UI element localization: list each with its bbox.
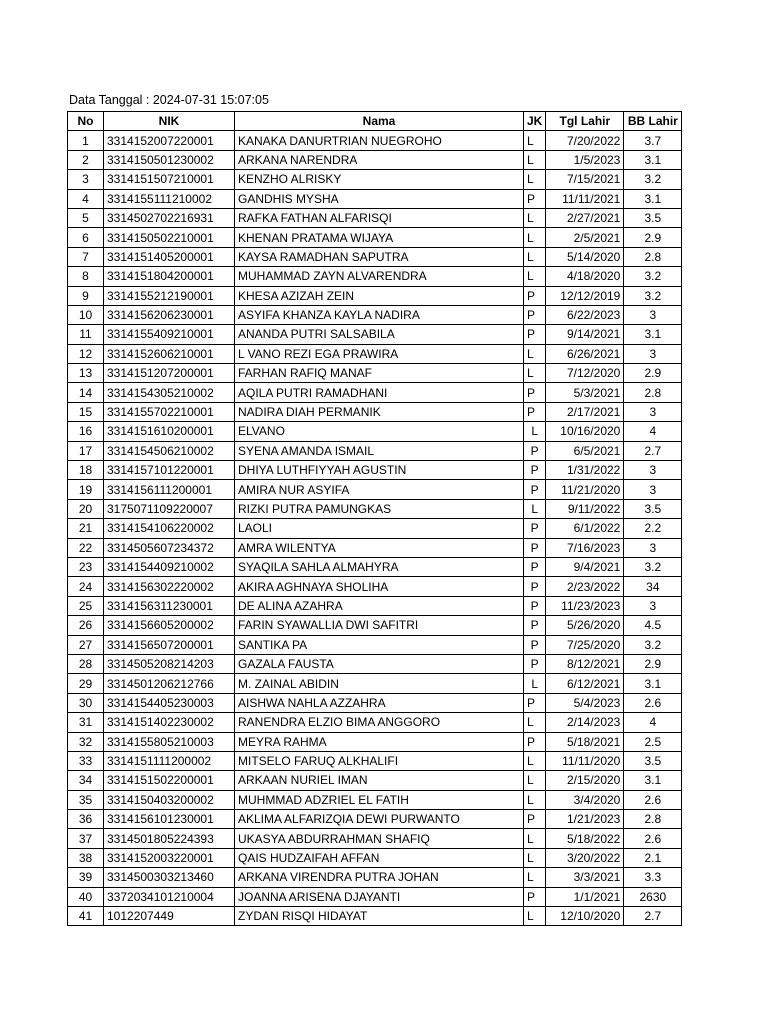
cell-nama: MUHMMAD ADZRIEL EL FATIH	[235, 790, 524, 809]
cell-bb-lahir: 2.7	[624, 441, 682, 460]
cell-no: 4	[68, 189, 104, 208]
cell-bb-lahir: 2.5	[624, 732, 682, 751]
cell-nik: 3314151402230002	[104, 713, 235, 732]
cell-no: 35	[68, 790, 104, 809]
cell-no: 41	[68, 907, 104, 926]
cell-no: 14	[68, 383, 104, 402]
table-row	[68, 480, 682, 499]
cell-nama: ANANDA PUTRI SALSABILA	[235, 325, 524, 344]
cell-no: 40	[68, 887, 104, 906]
cell-bb-lahir: 3.2	[624, 557, 682, 576]
cell-tgl-lahir: 5/18/2022	[546, 829, 624, 848]
cell-jk: L	[524, 267, 546, 286]
cell-nama: RANENDRA ELZIO BIMA ANGGORO	[235, 713, 524, 732]
table-row	[68, 325, 682, 344]
cell-no: 7	[68, 247, 104, 266]
cell-tgl-lahir: 5/14/2020	[546, 247, 624, 266]
cell-bb-lahir: 2.2	[624, 519, 682, 538]
cell-tgl-lahir: 2/27/2021	[546, 208, 624, 227]
cell-jk: P	[524, 305, 546, 324]
cell-jk: L	[524, 150, 546, 169]
cell-tgl-lahir: 3/4/2020	[546, 790, 624, 809]
cell-nik: 3314157101220001	[104, 461, 235, 480]
cell-tgl-lahir: 6/26/2021	[546, 344, 624, 363]
table-row	[68, 848, 682, 867]
cell-tgl-lahir: 11/21/2020	[546, 480, 624, 499]
cell-jk: L	[524, 208, 546, 227]
cell-bb-lahir: 2630	[624, 887, 682, 906]
cell-bb-lahir: 3.5	[624, 751, 682, 770]
cell-tgl-lahir: 9/14/2021	[546, 325, 624, 344]
cell-tgl-lahir: 12/12/2019	[546, 286, 624, 305]
cell-no: 18	[68, 461, 104, 480]
cell-jk: P	[524, 519, 546, 538]
cell-nama: AKLIMA ALFARIZQIA DEWI PURWANTO	[235, 810, 524, 829]
cell-nama: ZYDAN RISQI HIDAYAT	[235, 907, 524, 926]
cell-nik: 3314156507200001	[104, 635, 235, 654]
cell-nama: KANAKA DANURTRIAN NUEGROHO	[235, 131, 524, 150]
cell-nik: 3314156101230001	[104, 810, 235, 829]
cell-no: 26	[68, 616, 104, 635]
cell-nama: KAYSA RAMADHAN SAPUTRA	[235, 247, 524, 266]
cell-jk: P	[524, 635, 546, 654]
cell-tgl-lahir: 2/5/2021	[546, 228, 624, 247]
cell-no: 27	[68, 635, 104, 654]
cell-nama: SYENA AMANDA ISMAIL	[235, 441, 524, 460]
table-row	[68, 596, 682, 615]
cell-no: 9	[68, 286, 104, 305]
cell-bb-lahir: 3	[624, 461, 682, 480]
cell-nama: JOANNA ARISENA DJAYANTI	[235, 887, 524, 906]
cell-tgl-lahir: 7/12/2020	[546, 364, 624, 383]
cell-bb-lahir: 3.5	[624, 499, 682, 518]
cell-nik: 3314150403200002	[104, 790, 235, 809]
table-row	[68, 907, 682, 926]
cell-tgl-lahir: 9/4/2021	[546, 557, 624, 576]
cell-no: 1	[68, 131, 104, 150]
cell-tgl-lahir: 6/1/2022	[546, 519, 624, 538]
cell-tgl-lahir: 8/12/2021	[546, 654, 624, 673]
table-row	[68, 441, 682, 460]
cell-nama: L VANO REZI EGA PRAWIRA	[235, 344, 524, 363]
header-tgl-lahir: Tgl Lahir	[546, 112, 624, 131]
cell-bb-lahir: 4	[624, 713, 682, 732]
cell-jk: L	[524, 422, 546, 441]
table-row	[68, 790, 682, 809]
cell-tgl-lahir: 3/3/2021	[546, 868, 624, 887]
cell-nama: RAFKA FATHAN ALFARISQI	[235, 208, 524, 227]
cell-nama: UKASYA ABDURRAHMAN SHAFIQ	[235, 829, 524, 848]
cell-bb-lahir: 3	[624, 305, 682, 324]
cell-no: 12	[68, 344, 104, 363]
cell-tgl-lahir: 11/11/2020	[546, 751, 624, 770]
cell-tgl-lahir: 2/14/2023	[546, 713, 624, 732]
table-row	[68, 344, 682, 363]
cell-jk: P	[524, 480, 546, 499]
cell-jk: L	[524, 907, 546, 926]
cell-nik: 3314151111200002	[104, 751, 235, 770]
table-row	[68, 887, 682, 906]
cell-bb-lahir: 4.5	[624, 616, 682, 635]
cell-no: 38	[68, 848, 104, 867]
cell-bb-lahir: 3.1	[624, 150, 682, 169]
cell-nik: 3314150502210001	[104, 228, 235, 247]
table-row	[68, 247, 682, 266]
table-row	[68, 654, 682, 673]
table-row	[68, 713, 682, 732]
cell-tgl-lahir: 7/16/2023	[546, 538, 624, 557]
cell-nama: ELVANO	[235, 422, 524, 441]
table-row	[68, 150, 682, 169]
cell-jk: L	[524, 674, 546, 693]
cell-tgl-lahir: 2/15/2020	[546, 771, 624, 790]
cell-no: 30	[68, 693, 104, 712]
cell-no: 3	[68, 170, 104, 189]
table-row	[68, 422, 682, 441]
cell-no: 16	[68, 422, 104, 441]
cell-jk: L	[524, 131, 546, 150]
cell-nama: ASYIFA KHANZA KAYLA NADIRA	[235, 305, 524, 324]
cell-bb-lahir: 2.9	[624, 364, 682, 383]
table-row	[68, 461, 682, 480]
cell-tgl-lahir: 1/21/2023	[546, 810, 624, 829]
cell-nama: ARKANA VIRENDRA PUTRA JOHAN	[235, 868, 524, 887]
cell-jk: P	[524, 596, 546, 615]
table-row	[68, 208, 682, 227]
cell-jk: P	[524, 325, 546, 344]
cell-bb-lahir: 3	[624, 480, 682, 499]
cell-tgl-lahir: 6/5/2021	[546, 441, 624, 460]
cell-tgl-lahir: 6/22/2023	[546, 305, 624, 324]
cell-jk: L	[524, 247, 546, 266]
table-row	[68, 228, 682, 247]
cell-bb-lahir: 4	[624, 422, 682, 441]
cell-bb-lahir: 3.1	[624, 771, 682, 790]
cell-nik: 3314151405200001	[104, 247, 235, 266]
cell-bb-lahir: 3	[624, 344, 682, 363]
cell-nik: 3314155805210003	[104, 732, 235, 751]
header-nik: NIK	[104, 112, 235, 131]
table-row	[68, 170, 682, 189]
cell-no: 2	[68, 150, 104, 169]
cell-nik: 3314152003220001	[104, 848, 235, 867]
cell-bb-lahir: 2.8	[624, 810, 682, 829]
cell-nik: 3314152007220001	[104, 131, 235, 150]
cell-nama: FARHAN RAFIQ MANAF	[235, 364, 524, 383]
cell-tgl-lahir: 7/20/2022	[546, 131, 624, 150]
cell-bb-lahir: 2.6	[624, 829, 682, 848]
table-row	[68, 189, 682, 208]
cell-jk: P	[524, 810, 546, 829]
cell-tgl-lahir: 3/20/2022	[546, 848, 624, 867]
cell-nama: AISHWA NAHLA AZZAHRA	[235, 693, 524, 712]
table-row	[68, 286, 682, 305]
cell-nama: LAOLI	[235, 519, 524, 538]
table-row	[68, 732, 682, 751]
cell-no: 36	[68, 810, 104, 829]
cell-bb-lahir: 2.8	[624, 383, 682, 402]
cell-bb-lahir: 34	[624, 577, 682, 596]
cell-bb-lahir: 2.9	[624, 228, 682, 247]
table-row	[68, 557, 682, 576]
cell-nama: FARIN SYAWALLIA DWI SAFITRI	[235, 616, 524, 635]
cell-nik: 3314154506210002	[104, 441, 235, 460]
cell-nama: GANDHIS MYSHA	[235, 189, 524, 208]
cell-nama: AMRA WILENTYA	[235, 538, 524, 557]
cell-no: 21	[68, 519, 104, 538]
cell-bb-lahir: 3.5	[624, 208, 682, 227]
cell-jk: P	[524, 286, 546, 305]
cell-no: 15	[68, 402, 104, 421]
cell-jk: L	[524, 499, 546, 518]
cell-nik: 3314154409210002	[104, 557, 235, 576]
cell-nik: 3372034101210004	[104, 887, 235, 906]
table-row	[68, 829, 682, 848]
cell-no: 13	[68, 364, 104, 383]
cell-nama: SYAQILA SAHLA ALMAHYRA	[235, 557, 524, 576]
cell-nama: RIZKI PUTRA PAMUNGKAS	[235, 499, 524, 518]
table-row	[68, 751, 682, 770]
cell-tgl-lahir: 5/4/2023	[546, 693, 624, 712]
cell-no: 10	[68, 305, 104, 324]
cell-no: 31	[68, 713, 104, 732]
cell-nik: 3314156302220002	[104, 577, 235, 596]
cell-no: 22	[68, 538, 104, 557]
cell-no: 8	[68, 267, 104, 286]
cell-nik: 3314156605200002	[104, 616, 235, 635]
cell-no: 34	[68, 771, 104, 790]
cell-tgl-lahir: 1/1/2021	[546, 887, 624, 906]
cell-jk: L	[524, 364, 546, 383]
table-row	[68, 771, 682, 790]
cell-bb-lahir: 3	[624, 596, 682, 615]
cell-tgl-lahir: 5/26/2020	[546, 616, 624, 635]
table-row	[68, 538, 682, 557]
table-row	[68, 577, 682, 596]
table-row	[68, 364, 682, 383]
cell-jk: L	[524, 713, 546, 732]
cell-tgl-lahir: 9/11/2022	[546, 499, 624, 518]
cell-nama: QAIS HUDZAIFAH AFFAN	[235, 848, 524, 867]
cell-nik: 3314505208214203	[104, 654, 235, 673]
cell-jk: L	[524, 848, 546, 867]
cell-jk: P	[524, 383, 546, 402]
cell-bb-lahir: 3.1	[624, 674, 682, 693]
table-row	[68, 499, 682, 518]
cell-jk: P	[524, 732, 546, 751]
table-row	[68, 402, 682, 421]
cell-tgl-lahir: 1/31/2022	[546, 461, 624, 480]
header-bb-lahir: BB Lahir	[624, 112, 682, 131]
cell-jk: P	[524, 616, 546, 635]
cell-jk: P	[524, 654, 546, 673]
data-date-line: Data Tanggal : 2024-07-31 15:07:05	[69, 93, 269, 107]
cell-nik: 3175071109220007	[104, 499, 235, 518]
cell-jk: P	[524, 557, 546, 576]
cell-no: 6	[68, 228, 104, 247]
cell-bb-lahir: 3.3	[624, 868, 682, 887]
cell-tgl-lahir: 1/5/2023	[546, 150, 624, 169]
cell-nik: 3314156311230001	[104, 596, 235, 615]
table-row	[68, 674, 682, 693]
cell-nik: 3314154305210002	[104, 383, 235, 402]
cell-bb-lahir: 2.6	[624, 693, 682, 712]
cell-nama: GAZALA FAUSTA	[235, 654, 524, 673]
cell-nik: 3314151610200001	[104, 422, 235, 441]
table-row	[68, 131, 682, 150]
cell-jk: L	[524, 228, 546, 247]
table-row	[68, 305, 682, 324]
cell-tgl-lahir: 10/16/2020	[546, 422, 624, 441]
cell-tgl-lahir: 7/15/2021	[546, 170, 624, 189]
cell-nama: KHESA AZIZAH ZEIN	[235, 286, 524, 305]
cell-nik: 3314151507210001	[104, 170, 235, 189]
cell-no: 39	[68, 868, 104, 887]
cell-jk: L	[524, 170, 546, 189]
cell-no: 37	[68, 829, 104, 848]
cell-nik: 3314150501230002	[104, 150, 235, 169]
cell-no: 28	[68, 654, 104, 673]
cell-bb-lahir: 3	[624, 538, 682, 557]
cell-jk: L	[524, 790, 546, 809]
table-row	[68, 693, 682, 712]
cell-nama: DHIYA LUTHFIYYAH AGUSTIN	[235, 461, 524, 480]
table-row	[68, 635, 682, 654]
cell-nik: 3314501805224393	[104, 829, 235, 848]
cell-jk: P	[524, 538, 546, 557]
cell-nama: MEYRA RAHMA	[235, 732, 524, 751]
cell-nama: ARKAAN NURIEL IMAN	[235, 771, 524, 790]
cell-bb-lahir: 3.2	[624, 267, 682, 286]
header-no: No	[68, 112, 104, 131]
cell-nama: MITSELO FARUQ ALKHALIFI	[235, 751, 524, 770]
cell-jk: P	[524, 461, 546, 480]
cell-jk: P	[524, 887, 546, 906]
cell-bb-lahir: 2.9	[624, 654, 682, 673]
cell-nik: 3314151207200001	[104, 364, 235, 383]
table-row	[68, 383, 682, 402]
cell-no: 33	[68, 751, 104, 770]
cell-bb-lahir: 3.1	[624, 189, 682, 208]
cell-no: 17	[68, 441, 104, 460]
table-row	[68, 868, 682, 887]
cell-no: 5	[68, 208, 104, 227]
cell-tgl-lahir: 2/23/2022	[546, 577, 624, 596]
cell-bb-lahir: 3.2	[624, 635, 682, 654]
cell-tgl-lahir: 11/11/2021	[546, 189, 624, 208]
cell-nik: 3314154106220002	[104, 519, 235, 538]
cell-nik: 3314501206212766	[104, 674, 235, 693]
cell-tgl-lahir: 2/17/2021	[546, 402, 624, 421]
cell-nama: ARKANA NARENDRA	[235, 150, 524, 169]
cell-bb-lahir: 2.7	[624, 907, 682, 926]
cell-jk: L	[524, 771, 546, 790]
cell-bb-lahir: 2.1	[624, 848, 682, 867]
cell-nama: AKIRA AGHNAYA SHOLIHA	[235, 577, 524, 596]
cell-nama: AMIRA NUR ASYIFA	[235, 480, 524, 499]
table-row	[68, 616, 682, 635]
cell-jk: P	[524, 402, 546, 421]
cell-nik: 3314152606210001	[104, 344, 235, 363]
cell-nik: 3314151502200001	[104, 771, 235, 790]
cell-no: 25	[68, 596, 104, 615]
cell-nama: MUHAMMAD ZAYN ALVARENDRA	[235, 267, 524, 286]
cell-no: 23	[68, 557, 104, 576]
cell-tgl-lahir: 11/23/2023	[546, 596, 624, 615]
birth-data-table	[67, 111, 682, 926]
cell-jk: L	[524, 751, 546, 770]
cell-jk: P	[524, 693, 546, 712]
cell-nik: 3314500303213460	[104, 868, 235, 887]
cell-tgl-lahir: 12/10/2020	[546, 907, 624, 926]
cell-no: 32	[68, 732, 104, 751]
cell-nik: 3314505607234372	[104, 538, 235, 557]
cell-nik: 3314502702216931	[104, 208, 235, 227]
cell-jk: P	[524, 189, 546, 208]
cell-tgl-lahir: 4/18/2020	[546, 267, 624, 286]
cell-nama: KENZHO ALRISKY	[235, 170, 524, 189]
cell-bb-lahir: 3.2	[624, 286, 682, 305]
cell-no: 29	[68, 674, 104, 693]
cell-jk: L	[524, 829, 546, 848]
cell-nama: AQILA PUTRI RAMADHANI	[235, 383, 524, 402]
header-nama: Nama	[235, 112, 524, 131]
cell-no: 19	[68, 480, 104, 499]
cell-jk: L	[524, 868, 546, 887]
cell-tgl-lahir: 6/12/2021	[546, 674, 624, 693]
cell-jk: P	[524, 577, 546, 596]
cell-bb-lahir: 3.2	[624, 170, 682, 189]
cell-nik: 3314155111210002	[104, 189, 235, 208]
header-jk: JK	[524, 112, 546, 131]
cell-nik: 3314154405230003	[104, 693, 235, 712]
cell-tgl-lahir: 5/18/2021	[546, 732, 624, 751]
cell-jk: L	[524, 344, 546, 363]
table-row	[68, 519, 682, 538]
table-row	[68, 810, 682, 829]
cell-bb-lahir: 3.1	[624, 325, 682, 344]
table-row	[68, 267, 682, 286]
cell-no: 11	[68, 325, 104, 344]
table-header-row	[68, 112, 682, 131]
cell-nik: 3314155702210001	[104, 402, 235, 421]
cell-no: 20	[68, 499, 104, 518]
cell-nik: 3314156111200001	[104, 480, 235, 499]
cell-nik: 3314155212190001	[104, 286, 235, 305]
cell-nik: 3314155409210001	[104, 325, 235, 344]
cell-nik: 1012207449	[104, 907, 235, 926]
cell-tgl-lahir: 7/25/2020	[546, 635, 624, 654]
cell-bb-lahir: 2.6	[624, 790, 682, 809]
cell-tgl-lahir: 5/3/2021	[546, 383, 624, 402]
cell-nama: NADIRA DIAH PERMANIK	[235, 402, 524, 421]
cell-nama: DE ALINA AZAHRA	[235, 596, 524, 615]
cell-nama: SANTIKA PA	[235, 635, 524, 654]
cell-nama: KHENAN PRATAMA WIJAYA	[235, 228, 524, 247]
cell-jk: P	[524, 441, 546, 460]
cell-bb-lahir: 2.8	[624, 247, 682, 266]
cell-no: 24	[68, 577, 104, 596]
cell-nik: 3314156206230001	[104, 305, 235, 324]
cell-nik: 3314151804200001	[104, 267, 235, 286]
cell-bb-lahir: 3	[624, 402, 682, 421]
cell-bb-lahir: 3.7	[624, 131, 682, 150]
cell-nama: M. ZAINAL ABIDIN	[235, 674, 524, 693]
